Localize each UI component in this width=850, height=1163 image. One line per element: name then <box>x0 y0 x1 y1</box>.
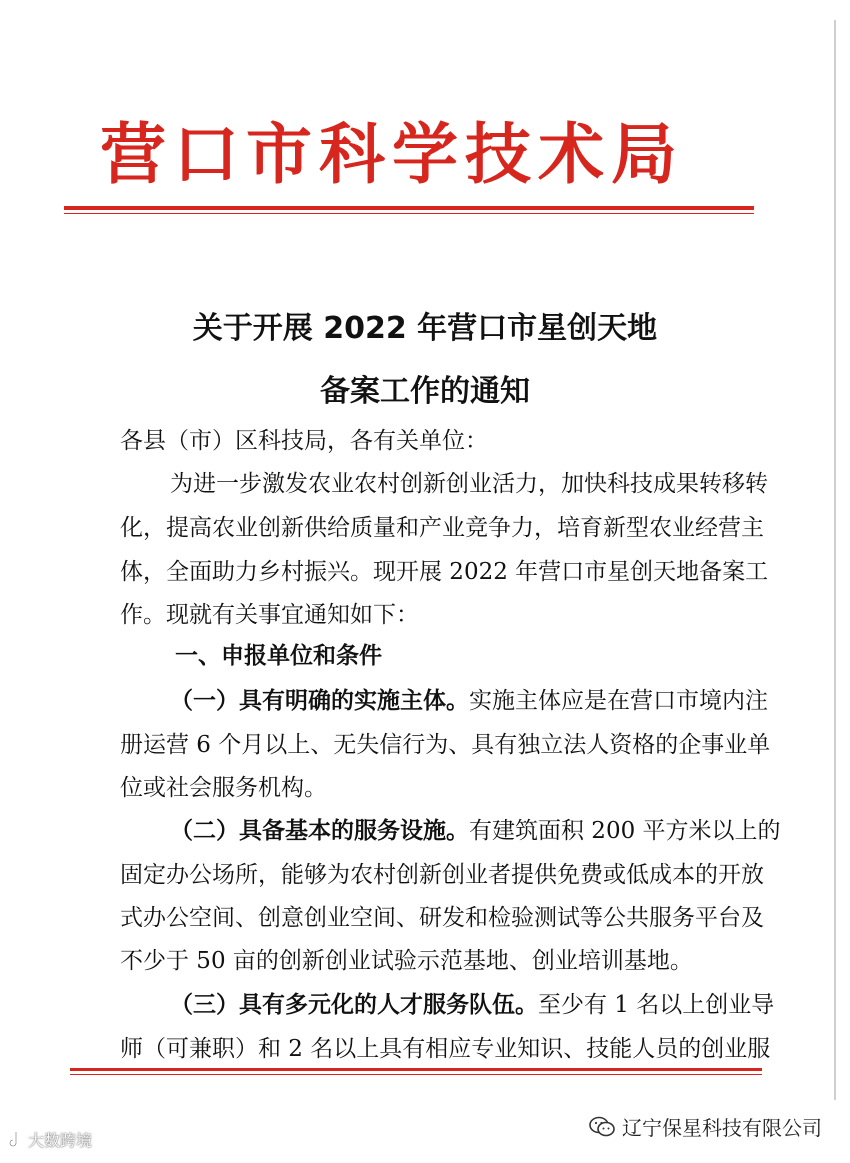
footer-rule-thin <box>70 1074 762 1075</box>
salutation: 各县（市）区科技局，各有关单位： <box>120 428 488 454</box>
letterhead-title: 营口市科学技术局 <box>100 115 684 193</box>
section-heading: 一、申报单位和条件 <box>175 643 382 669</box>
footer-watermark-text: 大数跨境 <box>28 1131 93 1150</box>
footer-brand-text: 辽宁保星科技有限公司 <box>622 1116 822 1140</box>
intro-line-4: 作。现就有关事宜通知如下： <box>120 602 419 628</box>
letterhead-rule <box>64 206 754 210</box>
document-title-line2: 备案工作的通知 <box>320 374 530 409</box>
intro-line-1: 为进一步激发农业农村创新创业活力，加快科技成果转移转 <box>170 471 768 497</box>
item2-line-3: 式办公空间、创意创业空间、研发和检验测试等公共服务平台及 <box>120 905 764 931</box>
document-title-line1: 关于开展 2022 年营口市星创天地 <box>192 311 658 346</box>
wechat-icon <box>588 1115 616 1139</box>
item2-line-4: 不少于 50 亩的创新创业试验示范基地、创业培训基地。 <box>120 948 693 974</box>
item1-line-1 <box>170 690 768 713</box>
item3-line-1 <box>170 994 774 1017</box>
footer-rule <box>70 1068 762 1071</box>
page-edge <box>834 20 836 1100</box>
letterhead-rule-thin <box>64 213 754 214</box>
item2-line-1 <box>170 820 781 843</box>
item1-line-2: 册运营 6 个月以上、无失信行为、具有独立法人资格的企事业单 <box>120 732 771 758</box>
footer-brand <box>588 1112 822 1141</box>
intro-line-3: 体，全面助力乡村振兴。现开展 2022 年营口市星创天地备案工 <box>120 559 769 585</box>
item2-line1-rest: 有建筑面积 200 平方米以上的 <box>469 818 781 844</box>
footer-watermark <box>6 1128 92 1151</box>
item1-line-3: 位或社会服务机构。 <box>120 775 327 801</box>
intro-line-2: 化，提高农业创新供给质量和产业竞争力，培育新型农业经营主 <box>120 515 764 541</box>
douyin-icon <box>6 1130 26 1150</box>
item3-line-2: 师（可兼职）和 2 名以上具有相应专业知识、技能人员的创业服 <box>120 1036 771 1062</box>
item2-line-2: 固定办公场所，能够为农村创新创业者提供免费或低成本的开放 <box>120 862 764 888</box>
item3-line1-rest: 至少有 1 名以上创业导 <box>538 992 775 1018</box>
item1-line1-rest: 实施主体应是在营口市境内注 <box>469 688 768 714</box>
item1-lead: （一）具有明确的实施主体。 <box>170 688 469 714</box>
item3-lead: （三）具有多元化的人才服务队伍。 <box>170 992 538 1018</box>
item2-lead: （二）具备基本的服务设施。 <box>170 818 469 844</box>
